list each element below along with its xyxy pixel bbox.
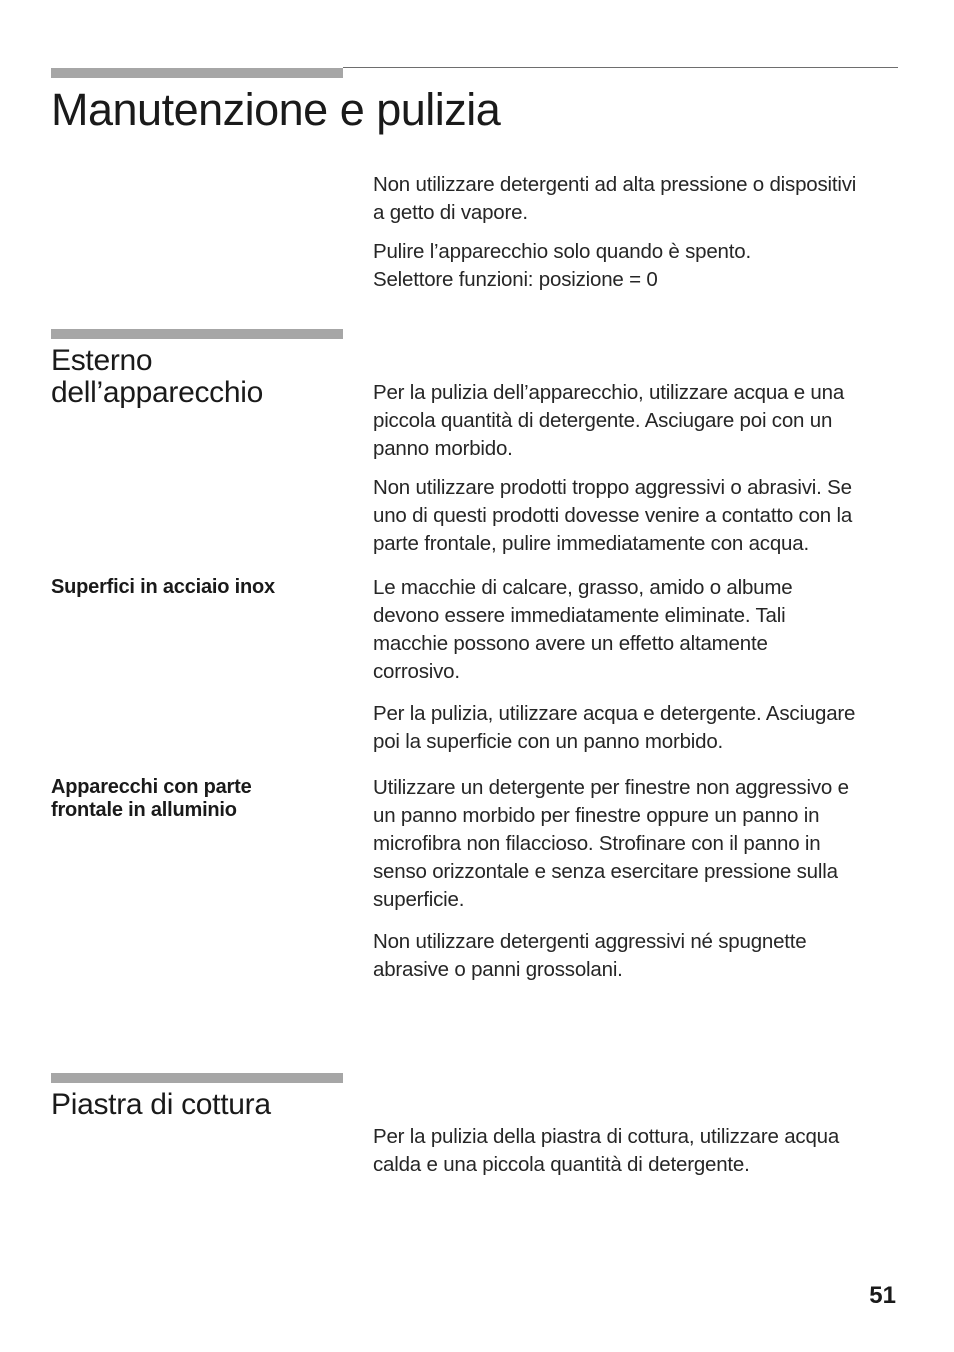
alluminio-paragraph-1 [373,774,903,914]
text-line: un panno morbido per finestre oppure un panno in [373,804,820,827]
text-line: superficie. [373,888,465,911]
intro-paragraph-1 [373,171,903,227]
text-line: uno di questi prodotti dovesse venire a contatto con la [373,504,853,527]
text-line: Non utilizzare detergenti aggressivi né spugnette [373,930,807,953]
subsection-heading-alluminio [51,776,252,822]
text-line: calda e una piccola quantità di detergente. [373,1153,750,1176]
heading-line: frontale in alluminio [51,799,237,821]
subsection-heading-inox [51,576,275,599]
section-heading-piastra [51,1089,271,1121]
section-rule-piastra [51,1073,343,1083]
inox-paragraph-2 [373,700,903,756]
text-line: Selettore funzioni: posizione = 0 [373,268,658,291]
text-line: piccola quantità di detergente. Asciugare poi con un [373,409,833,432]
page-title: Manutenzione e pulizia [51,84,501,135]
inox-paragraph-1 [373,574,903,686]
text-line: devono essere immediatamente eliminate. Tali [373,604,786,627]
esterno-paragraph-2 [373,474,903,558]
text-line: poi la superficie con un panno morbido. [373,730,724,753]
text-line: Le macchie di calcare, grasso, amido o albume [373,576,793,599]
text-line: panno morbido. [373,437,513,460]
piastra-paragraph-1 [373,1123,903,1179]
heading-line: Esterno [51,344,153,377]
esterno-paragraph-1 [373,379,903,463]
text-line: a getto di vapore. [373,201,528,224]
text-line: Per la pulizia dell’apparecchio, utilizzare acqua e una [373,381,845,404]
text-line: Pulire l’apparecchio solo quando è spento. [373,240,751,263]
title-rule-bar [51,68,343,78]
text-line: macchie possono avere un effetto altamente [373,632,768,655]
intro-paragraph-2 [373,238,903,294]
alluminio-paragraph-2 [373,928,903,984]
text-line: microfibra non filaccioso. Strofinare con il panno in [373,832,821,855]
heading-line: Apparecchi con parte [51,776,252,798]
text-line: Per la pulizia, utilizzare acqua e detergente. Asciugare [373,702,856,725]
heading-line: Piastra di cottura [51,1088,271,1121]
text-line: Per la pulizia della piastra di cottura, utilizzare acqua [373,1125,840,1148]
text-line: senso orizzontale e senza esercitare pressione sulla [373,860,838,883]
title-rule-line [343,67,898,68]
section-rule-esterno [51,329,343,339]
heading-line: Superfici in acciaio inox [51,576,275,598]
text-line: Non utilizzare detergenti ad alta pressione o dispositivi [373,173,857,196]
heading-line: dell’apparecchio [51,376,264,409]
text-line: parte frontale, pulire immediatamente con acqua. [373,532,809,555]
page-number: 51 [869,1282,896,1309]
text-line: corrosivo. [373,660,460,683]
text-line: Non utilizzare prodotti troppo aggressivi o abrasivi. Se [373,476,852,499]
section-heading-esterno [51,345,263,409]
text-line: abrasive o panni grossolani. [373,958,623,981]
text-line: Utilizzare un detergente per finestre non aggressivo e [373,776,849,799]
